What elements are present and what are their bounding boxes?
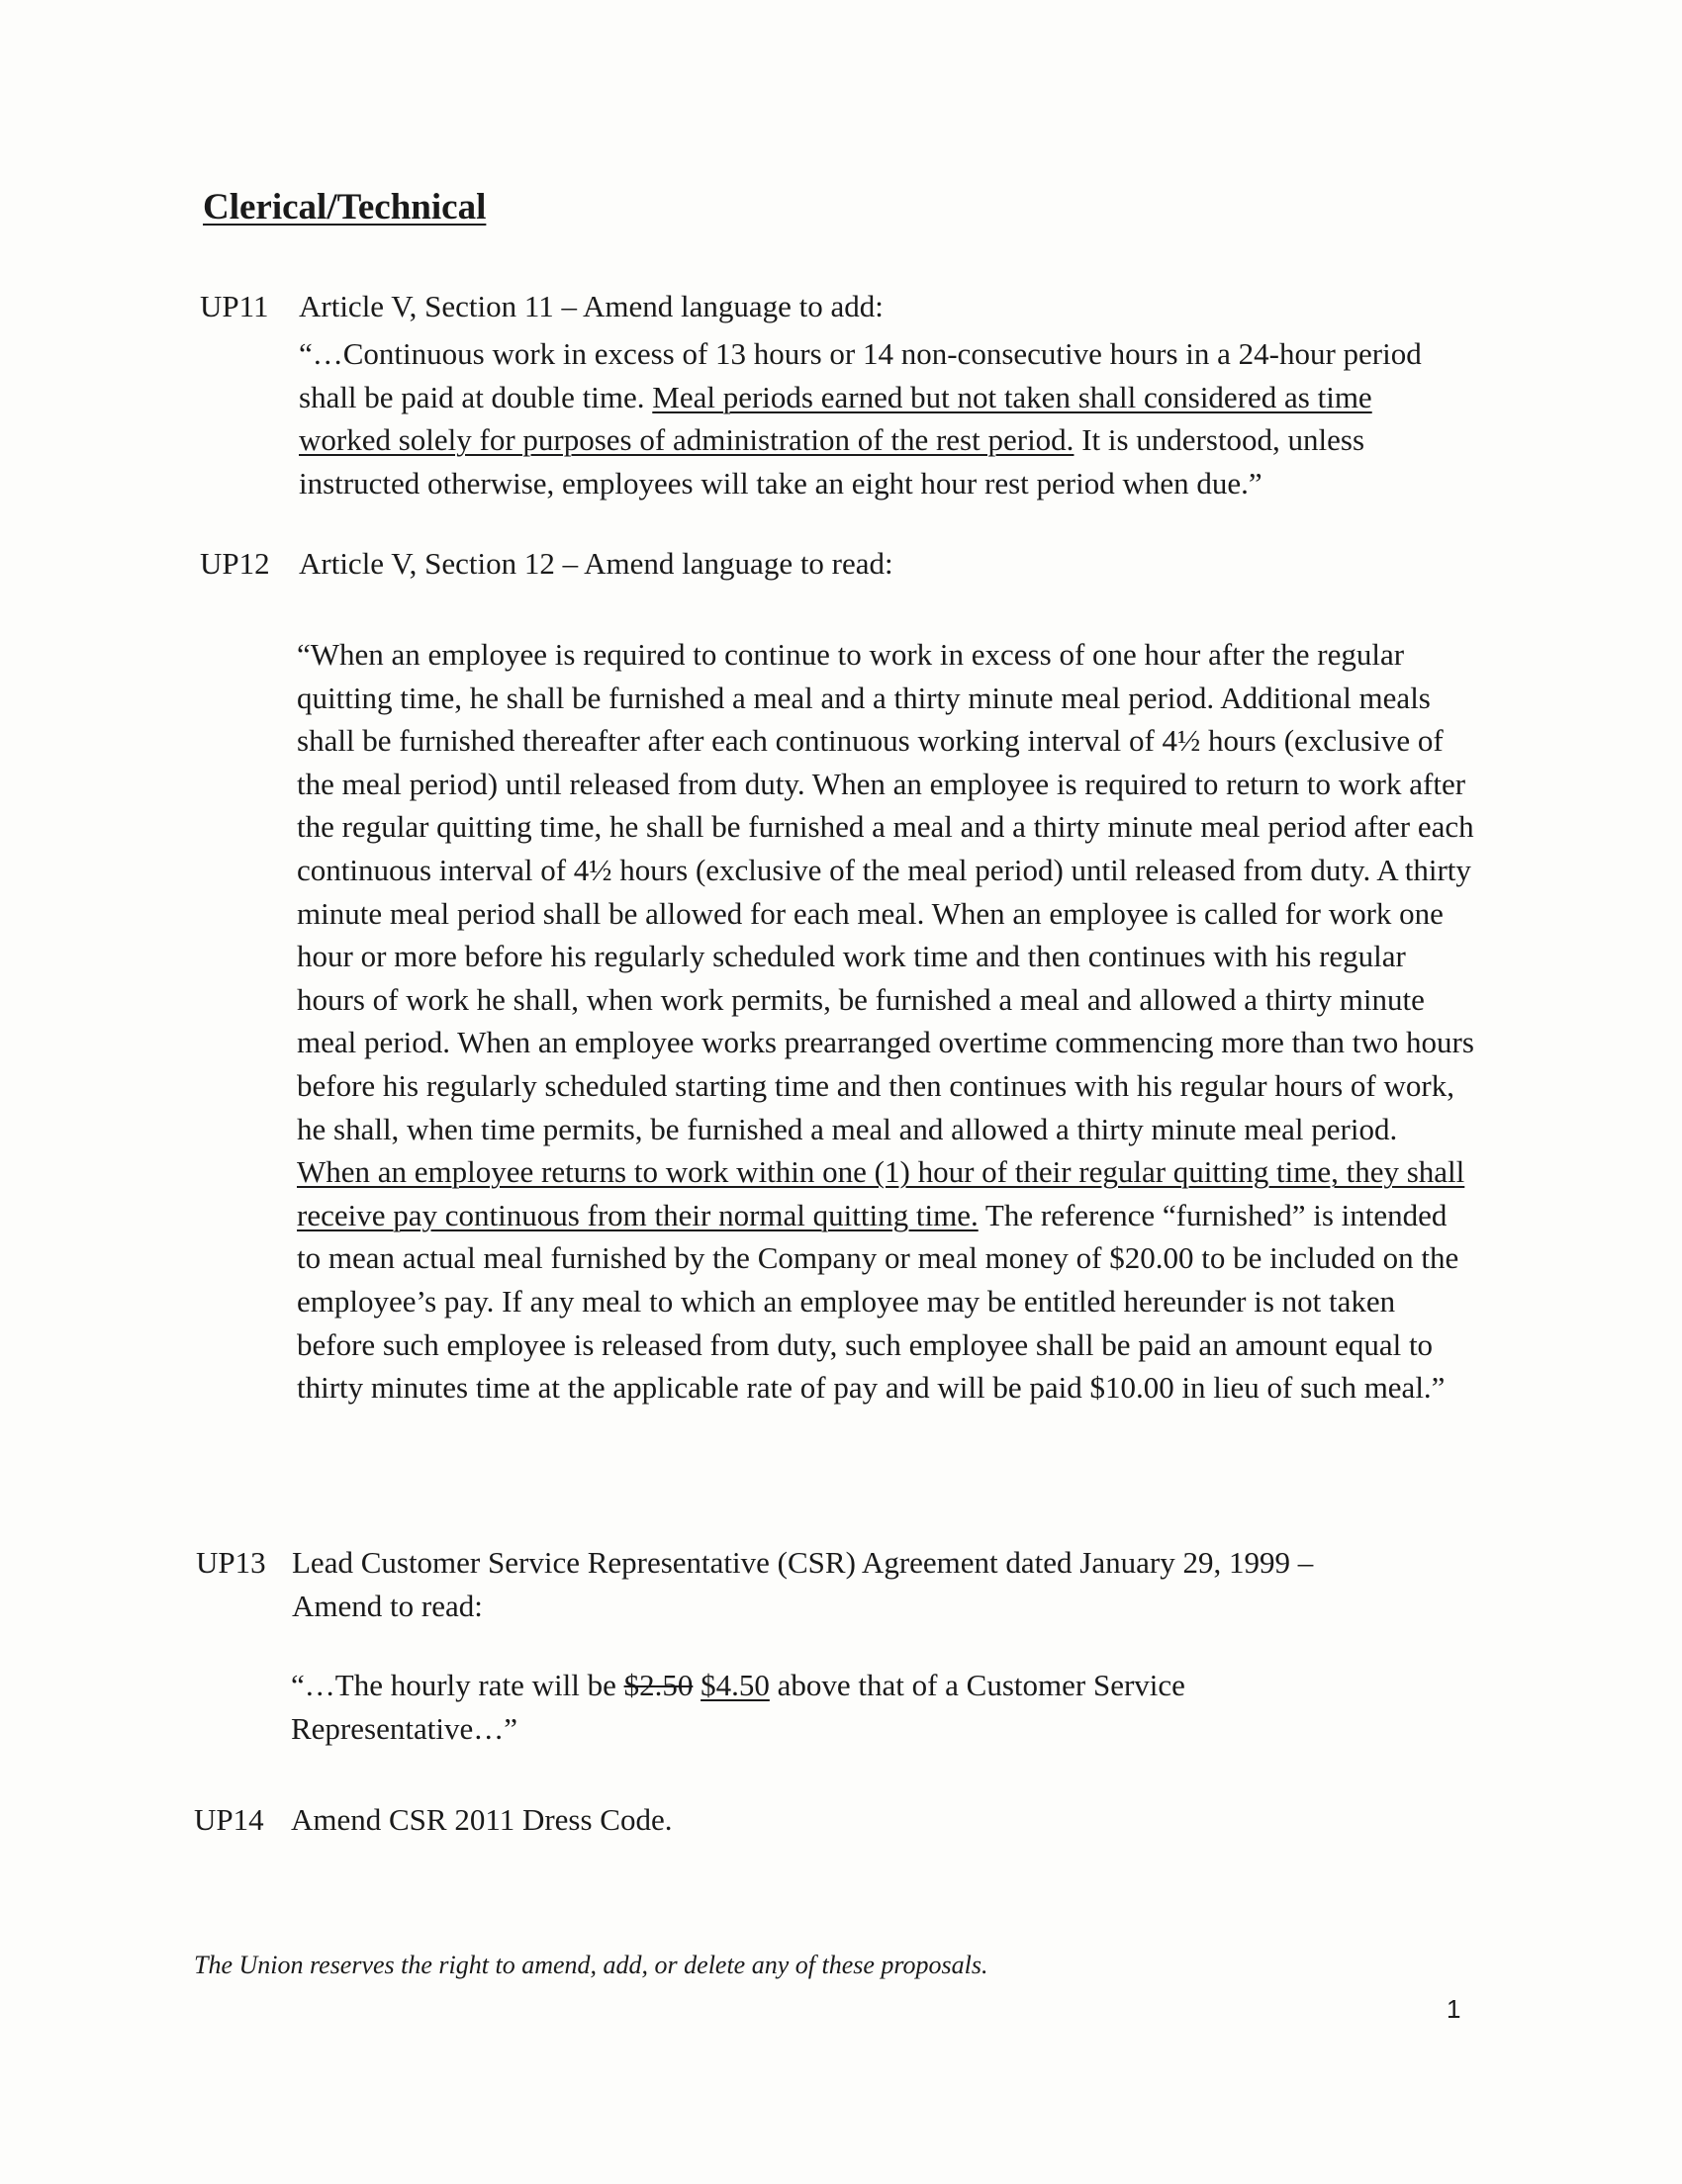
proposal-paragraph <box>291 1664 1280 1750</box>
proposal-up13-text <box>291 1664 1280 1750</box>
paragraph-text: above that of a Customer Service Representative…” <box>291 1668 1185 1746</box>
section-heading: Clerical/Technical <box>203 187 487 228</box>
proposal-paragraph <box>297 633 1474 1410</box>
proposal-title: Article V, Section 11 – Amend language to add: <box>299 289 884 323</box>
proposal-number: UP13 <box>196 1545 266 1580</box>
page-number: 1 <box>1447 1994 1461 2024</box>
proposal-title: Amend CSR 2011 Dress Code. <box>291 1802 673 1837</box>
underlined-insertion: When an employee returns to work within one (1) hour of their regular quitting time, they shall receive pay continuous from their normal quitting time. <box>297 1154 1465 1232</box>
paragraph-text: It is understood, unless instructed otherwise, employees will take an eight hour rest period when due.” <box>299 422 1365 500</box>
paragraph-text: The reference “furnished” is intended to mean actual meal furnished by the Company or meal money of $20.00 to be included on the employee’s pay. If any meal to which an employee may be entitled hereunder is not taken before such employee is released from duty, such employee shall be paid an amount equal to thirty minutes time at the applicable rate of pay and will be paid $10.00 in lieu of such meal.” <box>297 1197 1459 1406</box>
struck-amount: $2.50 <box>623 1668 694 1702</box>
paragraph-text: “…The hourly rate will be <box>291 1668 616 1702</box>
proposal-paragraph <box>299 332 1466 504</box>
proposal-up11-text <box>299 332 1466 504</box>
proposal-title: Lead Customer Service Representative (CSR) Agreement dated January 29, 1999 – <box>292 1545 1314 1580</box>
underlined-insertion: Meal periods earned but not taken shall considered as time worked solely for purposes of administration of the rest period. <box>299 379 1372 458</box>
proposal-number: UP11 <box>200 289 269 323</box>
inserted-amount: $4.50 <box>701 1668 770 1702</box>
proposal-up12-text <box>297 633 1474 1410</box>
proposal-number: UP14 <box>194 1802 264 1837</box>
paragraph-text: “…Continuous work in excess of 13 hours or 14 non-consecutive hours in a 24-hour period shall be paid at double time. <box>299 336 1422 414</box>
proposal-number: UP12 <box>200 546 270 581</box>
proposal-title-continued: Amend to read: <box>292 1589 483 1623</box>
footer-note: The Union reserves the right to amend, add, or delete any of these proposals. <box>194 1951 988 1979</box>
proposal-title: Article V, Section 12 – Amend language to read: <box>299 546 893 581</box>
paragraph-text: “When an employee is required to continue to work in excess of one hour after the regular quitting time, he shall be furnished a meal and a thirty minute meal period. Additional meals shall be furnished thereafter after each continuous working interval of 4½ hours (exclusive of the meal period) until released from duty. When an employee is required to return to work after the regular quitting time, he shall be furnished a meal and a thirty minute meal period after each continuous interval of 4½ hours (exclusive of the meal period) until released from duty. A thirty minute meal period shall be allowed for each meal. When an employee is called for work one hour or more before his regularly scheduled work time and then continues with his regular hours of work he shall, when work permits, be furnished a meal and allowed a thirty minute meal period. When an employee works prearranged overtime commencing more than two hours before his regularly scheduled starting time and then continues with his regular hours of work, he shall, when time permits, be furnished a meal and allowed a thirty minute meal period. <box>297 637 1474 1146</box>
